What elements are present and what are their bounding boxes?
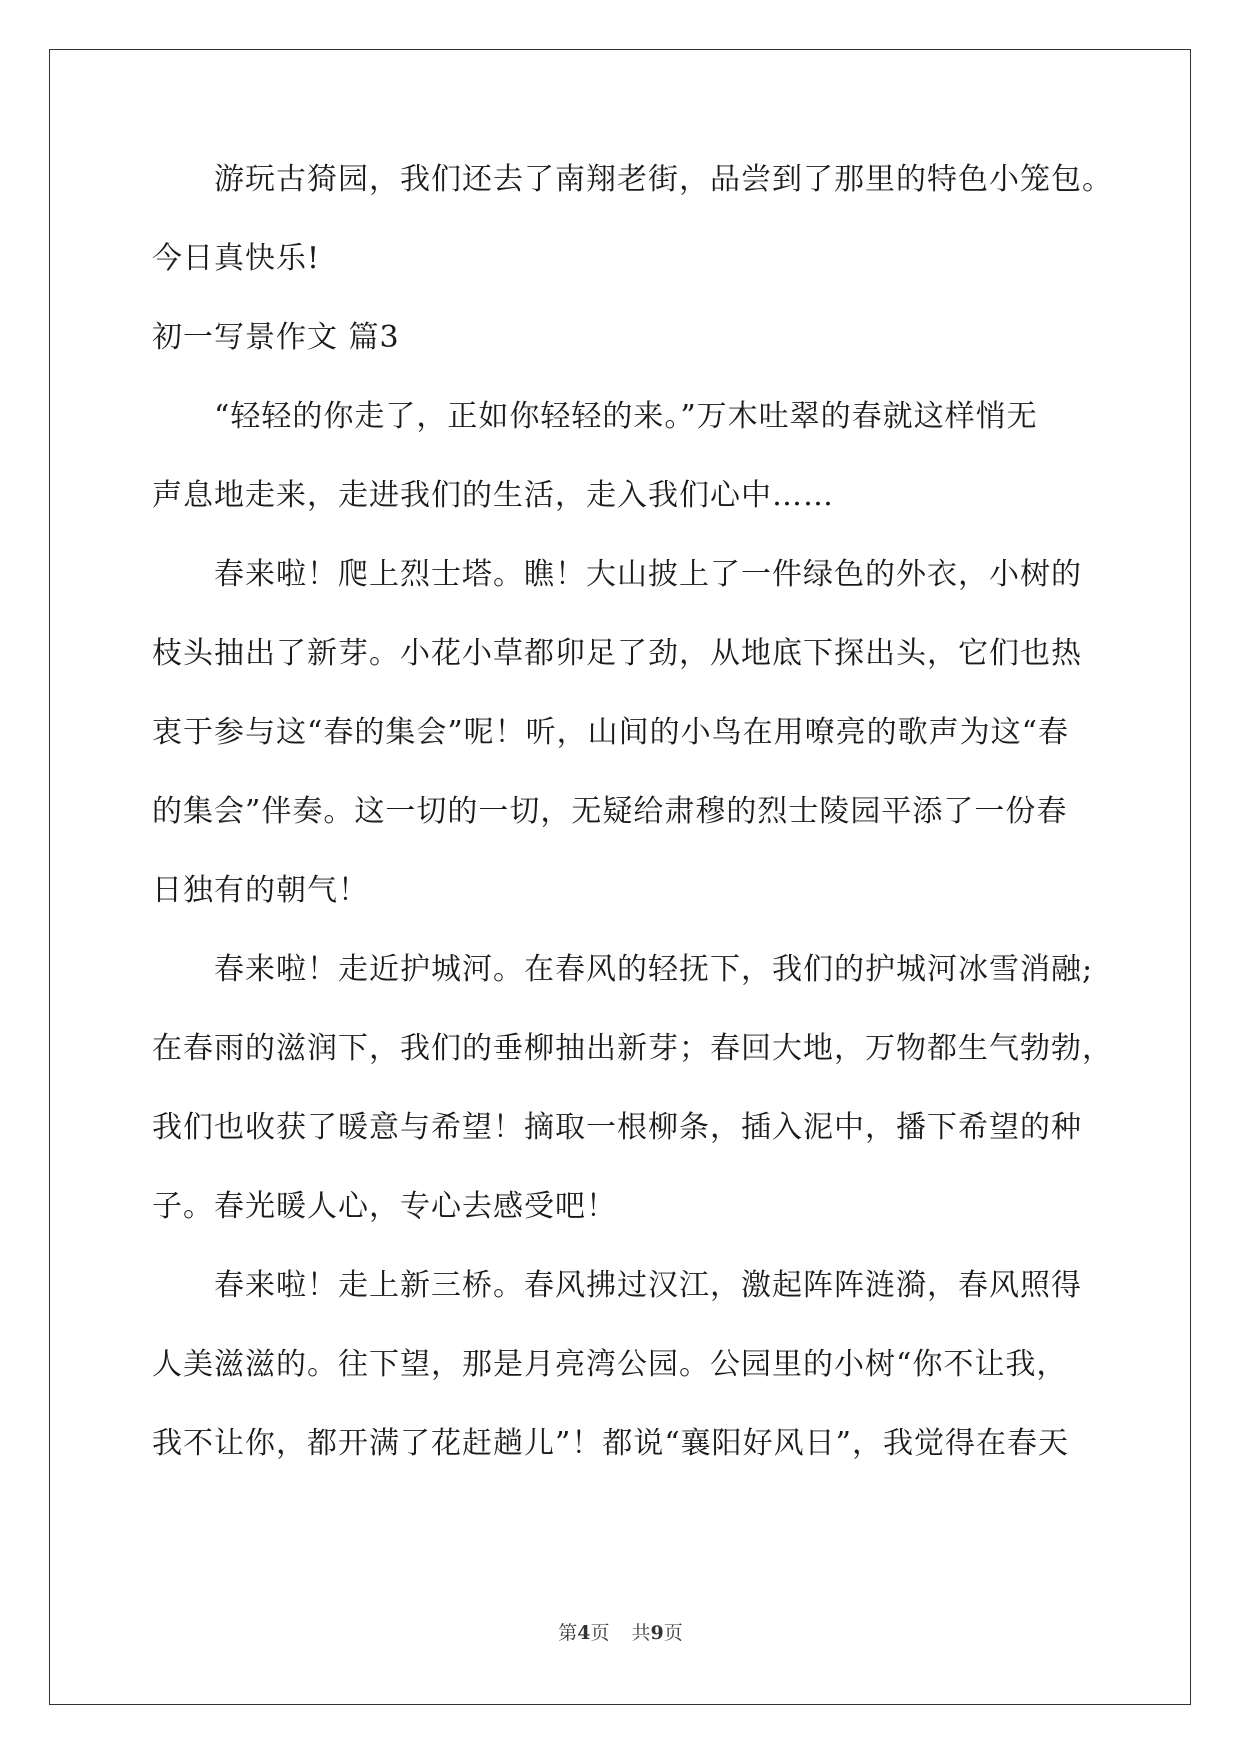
text-line-14: 子。春光暖人心，专心去感受吧！: [152, 1189, 617, 1224]
text-line-10: 日独有的朝气！: [152, 873, 369, 908]
text-line-1: 游玩古猗园，我们还去了南翔老街，品尝到了那里的特色小笼包。: [214, 162, 1113, 197]
text-line-12: 在春雨的滋润下，我们的垂柳抽出新芽；春回大地，万物都生气勃勃，: [152, 1031, 1113, 1066]
text-line-11: 春来啦！走近护城河。在春风的轻抚下，我们的护城河冰雪消融;: [214, 952, 1094, 987]
text-line-9: 的集会”伴奏。这一切的一切，无疑给肃穆的烈士陵园平添了一份春: [152, 794, 1068, 829]
text-line-5: 声息地走来，走进我们的生活，走入我们心中……: [152, 478, 834, 513]
text-line-8: 衷于参与这“春的集会”呢！听，山间的小鸟在用嘹亮的歌声为这“春: [152, 715, 1070, 750]
current-page-number: 4: [577, 1622, 591, 1644]
text-line-16: 人美滋滋的。往下望，那是月亮湾公园。公园里的小树“你不让我，: [152, 1347, 1068, 1382]
text-line-15: 春来啦！走上新三桥。春风拂过汉江，激起阵阵涟漪，春风照得: [214, 1268, 1082, 1303]
text-line-13: 我们也收获了暖意与希望！摘取一根柳条，插入泥中，播下希望的种: [152, 1110, 1082, 1145]
text-line-4: “轻轻的你走了，正如你轻轻的来。”万木吐翠的春就这样悄无: [214, 399, 1038, 434]
page-footer: [0, 1618, 1241, 1645]
document-body: [152, 140, 1113, 1483]
footer-total-prefix: 共: [631, 1622, 651, 1644]
text-line-17: 我不让你，都开满了花赶趟儿”！都说“襄阳好风日”，我觉得在春天: [152, 1426, 1070, 1461]
text-line-7: 枝头抽出了新芽。小花小草都卯足了劲，从地底下探出头，它们也热: [152, 636, 1082, 671]
section-heading: 初一写景作文 篇3: [152, 320, 400, 355]
total-pages-number: 9: [650, 1622, 664, 1644]
footer-total-suffix: 页: [663, 1622, 683, 1644]
text-line-6: 春来啦！爬上烈士塔。瞧！大山披上了一件绿色的外衣，小树的: [214, 557, 1082, 592]
footer-page-word: 页: [590, 1622, 610, 1644]
text-line-2: 今日真快乐!: [152, 241, 321, 276]
footer-prefix: 第: [558, 1622, 578, 1644]
